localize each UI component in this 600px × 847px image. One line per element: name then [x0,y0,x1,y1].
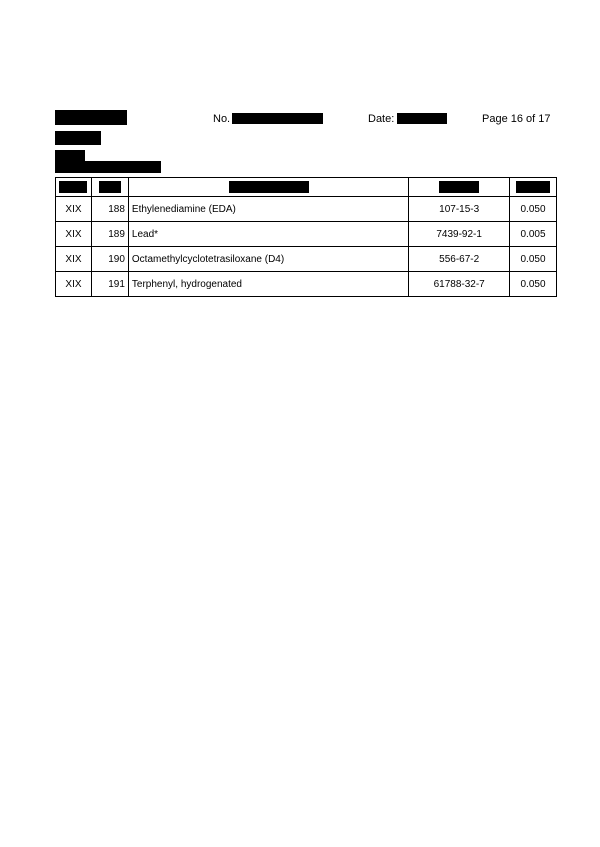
cell-group: XIX [56,247,92,272]
cell-substance: Lead* [128,222,408,247]
redacted-date [397,113,447,124]
cell-substance: Ethylenediamine (EDA) [128,197,408,222]
table-row [56,197,557,222]
cell-group: XIX [56,197,92,222]
cell-value: 0.050 [510,272,557,297]
date-label: Date: [368,113,395,125]
cell-no: 188 [91,197,128,222]
header-group-redacted [56,178,92,197]
cell-value: 0.050 [510,247,557,272]
cell-substance: Terphenyl, hydrogenated [128,272,408,297]
cell-cas: 7439-92-1 [409,222,510,247]
header-substance-redacted [128,178,408,197]
cell-group: XIX [56,222,92,247]
cell-group: XIX [56,272,92,297]
header-no-redacted [91,178,128,197]
cell-cas: 107-15-3 [409,197,510,222]
cell-cas: 61788-32-7 [409,272,510,297]
table-row [56,247,557,272]
header-limit-redacted [510,178,557,197]
redacted-report-code [55,131,101,145]
cell-substance: Octamethylcyclotetrasiloxane (D4) [128,247,408,272]
table-header-row [56,178,557,197]
cell-no: 191 [91,272,128,297]
table-row [56,222,557,247]
report-number-label: No. [213,113,231,125]
table-row [56,272,557,297]
cell-value: 0.005 [510,222,557,247]
redacted-applicant-name [55,161,161,173]
cell-cas: 556-67-2 [409,247,510,272]
cell-no: 189 [91,222,128,247]
redacted-report-number [232,113,323,124]
redacted-report-title [55,110,127,125]
header-cas-redacted [409,178,510,197]
substance-table [55,177,557,297]
cell-no: 190 [91,247,128,272]
page-indicator: Page 16 of 17 [482,113,551,125]
cell-value: 0.050 [510,197,557,222]
